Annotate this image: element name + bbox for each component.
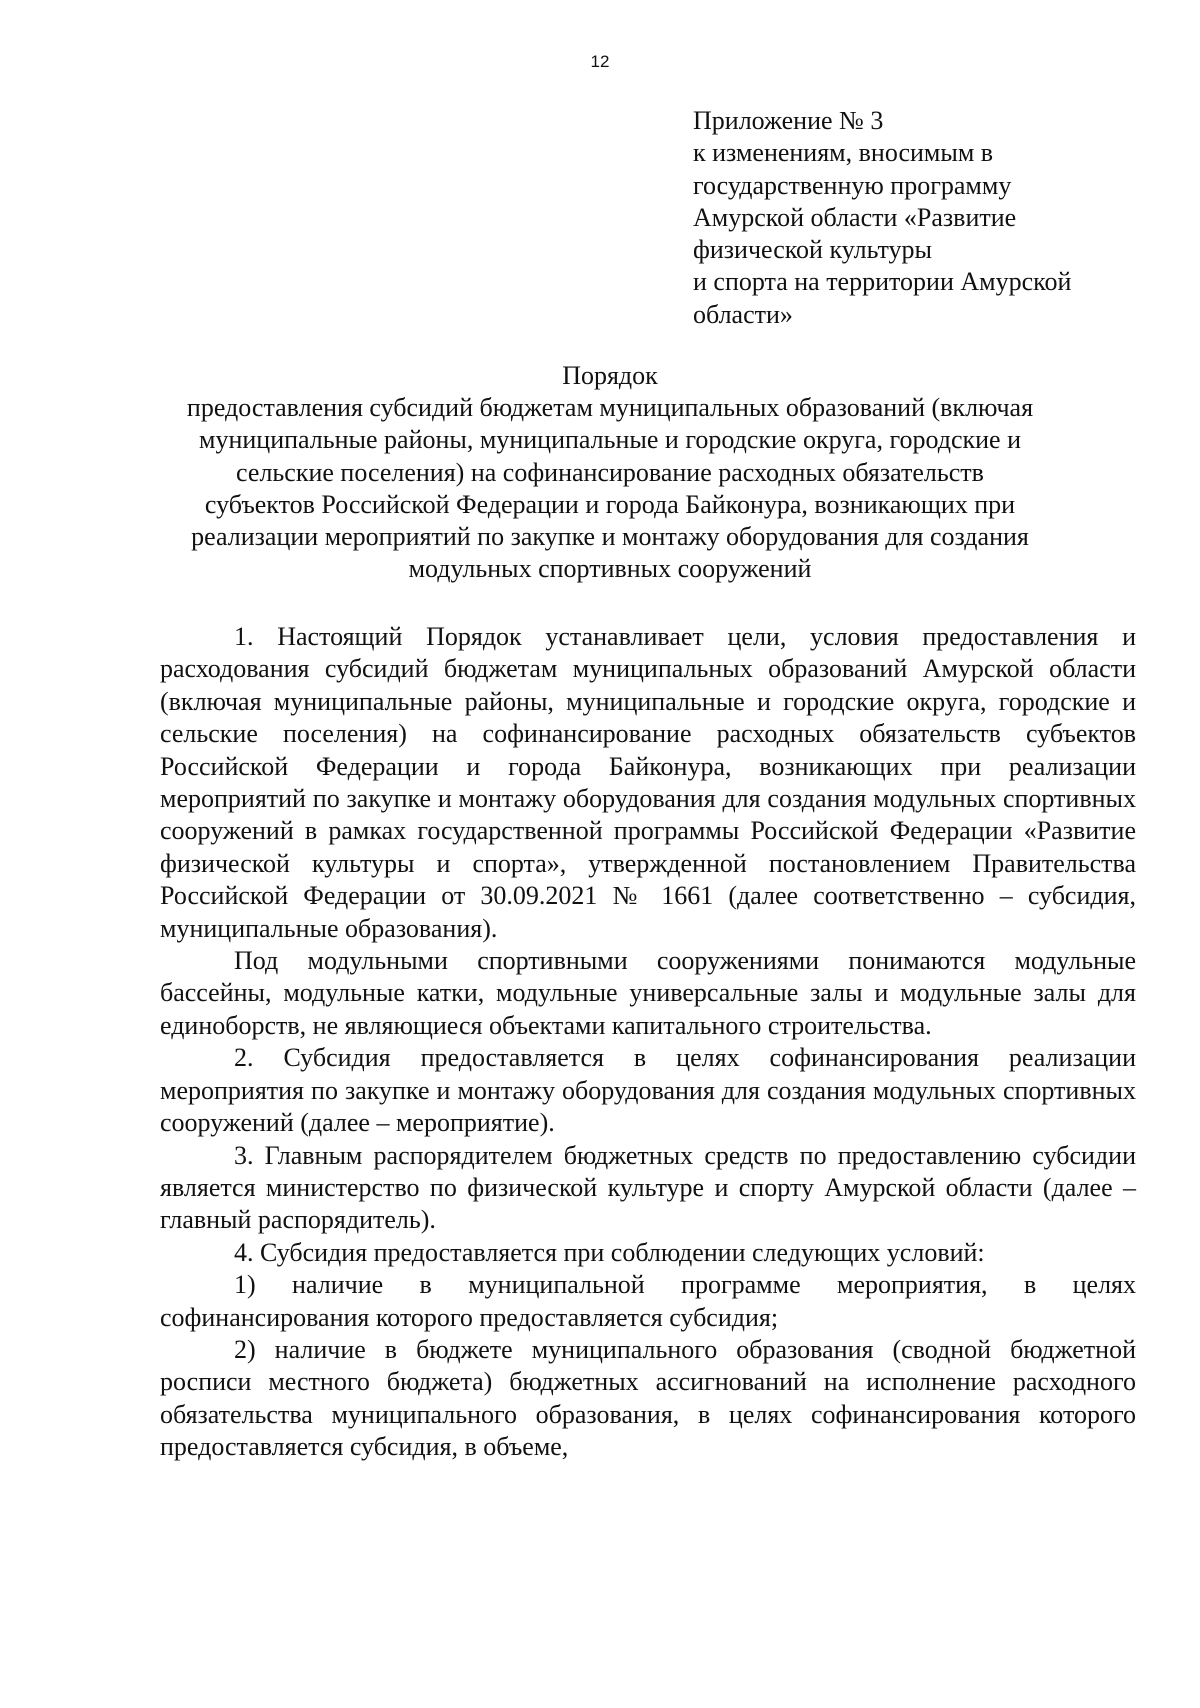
paragraph-4-item-2: 2) наличие в бюджете муниципального образования (сводной бюджетной росписи местного бюджета) бюджетных ассигнований на исполнение расходного обязательства муниципального образования, в целях софинансирования которого предоставляется субсидия, в объеме, xyxy=(160,1334,1136,1462)
appendix-line: и спорта на территории Амурской xyxy=(693,267,1072,297)
appendix-line: области» xyxy=(693,299,793,329)
title-heading: Порядок xyxy=(562,361,658,390)
document-body xyxy=(160,621,1136,1464)
appendix-line: Амурской области «Развитие xyxy=(693,202,1017,232)
paragraph-4-item-1: 1) наличие в муниципальной программе мероприятия, в целях софинансирования которого предоставляется субсидия; xyxy=(160,1270,1136,1332)
paragraph-2: 2. Субсидия предоставляется в целях софинансирования реализации мероприятия по закупке и монтажу оборудования для создания модульных спортивных сооружений (далее – мероприятие). xyxy=(160,1043,1136,1138)
document-title xyxy=(130,360,1090,585)
title-line: модульных спортивных сооружений xyxy=(408,554,812,584)
paragraph-4: 4. Субсидия предоставляется при соблюдении следующих условий: xyxy=(234,1237,985,1267)
title-line: субъектов Российской Федерации и города Байконура, возникающих при xyxy=(204,489,1016,519)
title-line: предоставления субсидий бюджетам муниципальных образований (включая xyxy=(186,393,1034,423)
paragraph-1: 1. Настоящий Порядок устанавливает цели, условия предоставления и расходования субсидий бюджетам муниципальных образований Амурской области (включая муниципальные районы, муниципальные и городские округа, городские и сельские поселения) на софинансирование расходных обязательств субъектов Российской Федерации и города Байконура, возникающих при реализации мероприятий по закупке и монтажу оборудования для создания модульных спортивных сооружений в рамках государственной программы Российской Федерации «Развитие физической культуры и спорта», утвержденной постановлением Правительства Российской Федерации от 30.09.2021 № 1661 (далее соответственно – субсидия, муниципальные образования). xyxy=(160,622,1136,943)
appendix-line: Приложение № 3 xyxy=(693,106,884,135)
title-line: реализации мероприятий по закупке и монтажу оборудования для создания xyxy=(191,522,1029,552)
appendix-line: физической культуры xyxy=(693,235,932,265)
paragraph-definition: Под модульными спортивными сооружениями понимаются модульные бассейны, модульные катки, модульные универсальные залы и модульные залы для единоборств, не являющиеся объектами капитального строительства. xyxy=(160,946,1136,1040)
appendix-line: государственную программу xyxy=(693,170,1012,200)
appendix-line: к изменениям, вносимым в xyxy=(693,138,994,168)
title-line: муниципальные районы, муниципальные и городские округа, городские и xyxy=(199,425,1021,455)
paragraph-3: 3. Главным распорядителем бюджетных средств по предоставлению субсидии является министерство по физической культуре и спорту Амурской области (далее – главный распорядитель). xyxy=(160,1140,1136,1235)
page-number: 12 xyxy=(590,52,610,71)
title-line: сельские поселения) на софинансирование расходных обязательств xyxy=(236,457,984,487)
appendix-block xyxy=(693,105,1163,331)
